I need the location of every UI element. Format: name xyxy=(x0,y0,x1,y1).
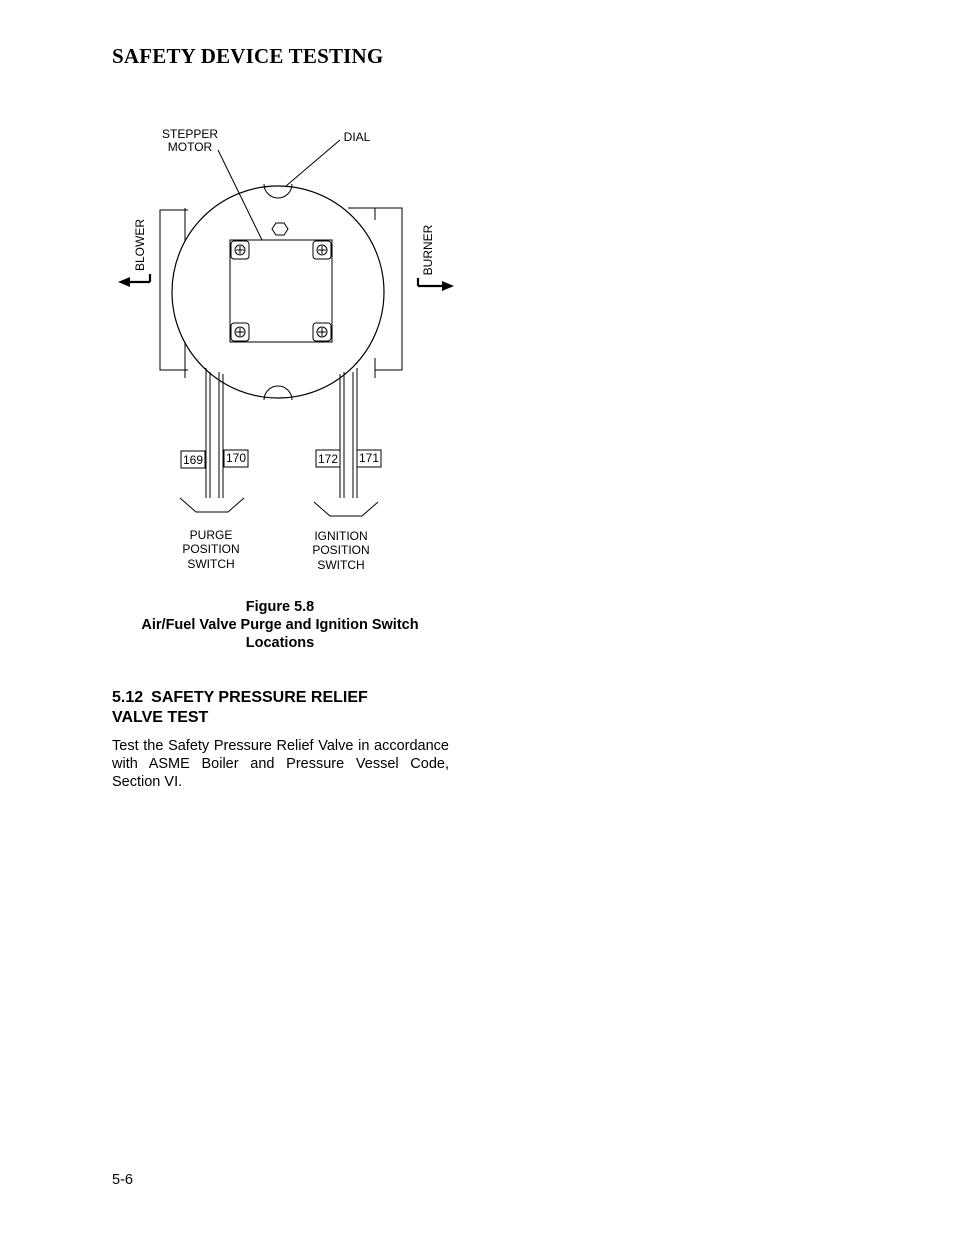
purge-switch-label: PURGE xyxy=(189,528,233,542)
terminal-170 xyxy=(224,450,248,467)
svg-text:169: 169 xyxy=(182,453,204,467)
ignition-switch-label: SWITCH xyxy=(317,558,365,572)
figure-title: Locations xyxy=(245,635,315,651)
burner-arrow-icon xyxy=(418,278,454,291)
page-heading: SAFETY DEVICE TESTING xyxy=(112,44,384,68)
dial-leader xyxy=(286,140,340,186)
purge-switch-label: POSITION xyxy=(182,542,240,556)
terminal-172 xyxy=(316,450,340,467)
purge-switch-label: SWITCH xyxy=(187,557,235,571)
valve-diagram-figure xyxy=(100,110,480,590)
burner-label: BURNER xyxy=(421,224,435,276)
svg-text:170: 170 xyxy=(225,451,247,465)
blower-arrow-icon xyxy=(118,274,150,287)
ignition-switch-label: IGNITION xyxy=(314,529,368,543)
svg-text:172: 172 xyxy=(317,452,339,466)
svg-text:171: 171 xyxy=(358,451,380,465)
figure-caption xyxy=(112,598,448,652)
ignition-switch-wires xyxy=(314,368,378,516)
section-heading xyxy=(112,688,448,728)
terminal-169 xyxy=(181,451,205,468)
blower-label: BLOWER xyxy=(133,218,147,272)
section-number: 5.12 xyxy=(112,689,144,706)
section-title: VALVE TEST xyxy=(112,709,209,726)
ignition-switch-label: POSITION xyxy=(312,543,370,557)
page-number: 5-6 xyxy=(112,1172,133,1188)
section-title: SAFETY PRESSURE RELIEF xyxy=(151,689,368,706)
figure-number: Figure 5.8 xyxy=(245,599,315,615)
figure-title: Air/Fuel Valve Purge and Ignition Switch xyxy=(141,617,419,633)
section-body-text: Test the Safety Pressure Relief Valve in accordance with ASME Boiler and Pressure Vessel Code, Section VI. xyxy=(112,738,449,790)
valve-dial-housing xyxy=(172,186,384,398)
purge-switch-wires xyxy=(180,368,247,512)
stepper-motor-label: STEPPER xyxy=(161,127,219,141)
dial-label: DIAL xyxy=(343,130,371,144)
terminal-171 xyxy=(357,450,381,467)
valve-diagram xyxy=(100,110,480,590)
stepper-motor-label: MOTOR xyxy=(167,140,213,154)
